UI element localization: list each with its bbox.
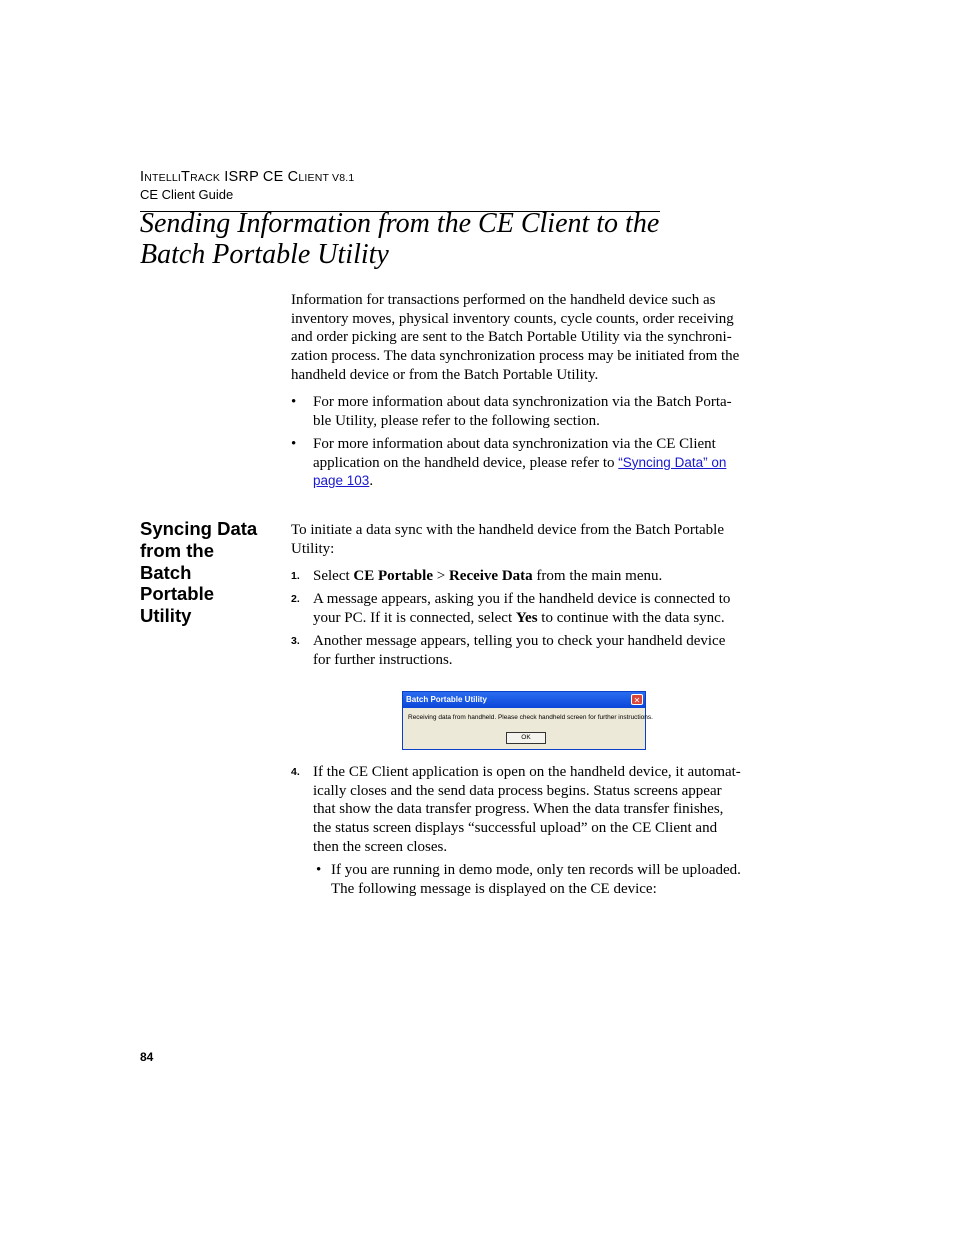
intro-paragraph: Information for transactions performed on the handheld device such as inventory moves, physical inventory counts, cycle counts, order receiving and order picking are sent to the Batch Portable Utility via the synchroni- zation process. The data synchronization process may be initiated from the handheld device or from the Batch Portable Utility. bbox=[291, 292, 740, 383]
step-1: Select CE Portable > Receive Data from the main menu. bbox=[313, 568, 663, 584]
bullet-item: For more information about data synchronization via the Batch Porta- ble Utility, please refer to the following section. bbox=[313, 394, 732, 429]
bullet-marker: • bbox=[316, 862, 322, 878]
step-number: 4. bbox=[291, 766, 300, 778]
page-title: Sending Information from the CE Client to the Batch Portable Utility bbox=[140, 208, 660, 270]
dialog-message: Receiving data from handheld. Please check handheld screen for further instructions. bbox=[408, 714, 653, 721]
step-2: A message appears, asking you if the handheld device is connected to your PC. If it is connected, select Yes to continue with the data sync. bbox=[313, 591, 731, 626]
close-icon[interactable]: ✕ bbox=[631, 694, 643, 705]
section-heading: Syncing Data from the Batch Portable Utility bbox=[140, 518, 258, 627]
step-4: If the CE Client application is open on the handheld device, it automat- ically closes and the send data process begins. Status screens appear that show the data transfer progress. When the data transfer finishes, the status screen displays “successful upload” on the CE Client and then the screen closes. bbox=[313, 764, 741, 855]
syncing-data-link[interactable]: “Syncing Data” on bbox=[618, 454, 727, 470]
section-intro: To initiate a data sync with the handheld device from the Batch Portable Utility: bbox=[291, 522, 724, 557]
batch-portable-utility-dialog bbox=[402, 691, 653, 750]
bullet-item: For more information about data synchronization via the CE Client application on the handheld device, please refer to “Syncing Data” on page 103. bbox=[313, 436, 727, 490]
page-103-link[interactable]: page 103 bbox=[313, 473, 370, 489]
sub-bullet-item: If you are running in demo mode, only ten records will be uploaded. The following message is displayed on the CE device: bbox=[331, 862, 741, 897]
dialog-title-bar bbox=[403, 692, 645, 708]
step-3: Another message appears, telling you to check your handheld device for further instructions. bbox=[313, 633, 726, 668]
bullet-marker: • bbox=[291, 394, 297, 410]
running-header-guide: CE Client Guide bbox=[140, 187, 234, 202]
ok-button[interactable]: OK bbox=[506, 732, 546, 744]
dialog-title: Batch Portable Utility bbox=[406, 695, 487, 704]
bullet-marker: • bbox=[291, 436, 297, 452]
step-number: 1. bbox=[291, 570, 300, 582]
step-number: 2. bbox=[291, 593, 300, 605]
page-number: 84 bbox=[140, 1050, 154, 1064]
step-number: 3. bbox=[291, 635, 300, 647]
running-header-product: INTELLITRACK ISRP CE CLIENT V8.1 bbox=[140, 169, 355, 185]
